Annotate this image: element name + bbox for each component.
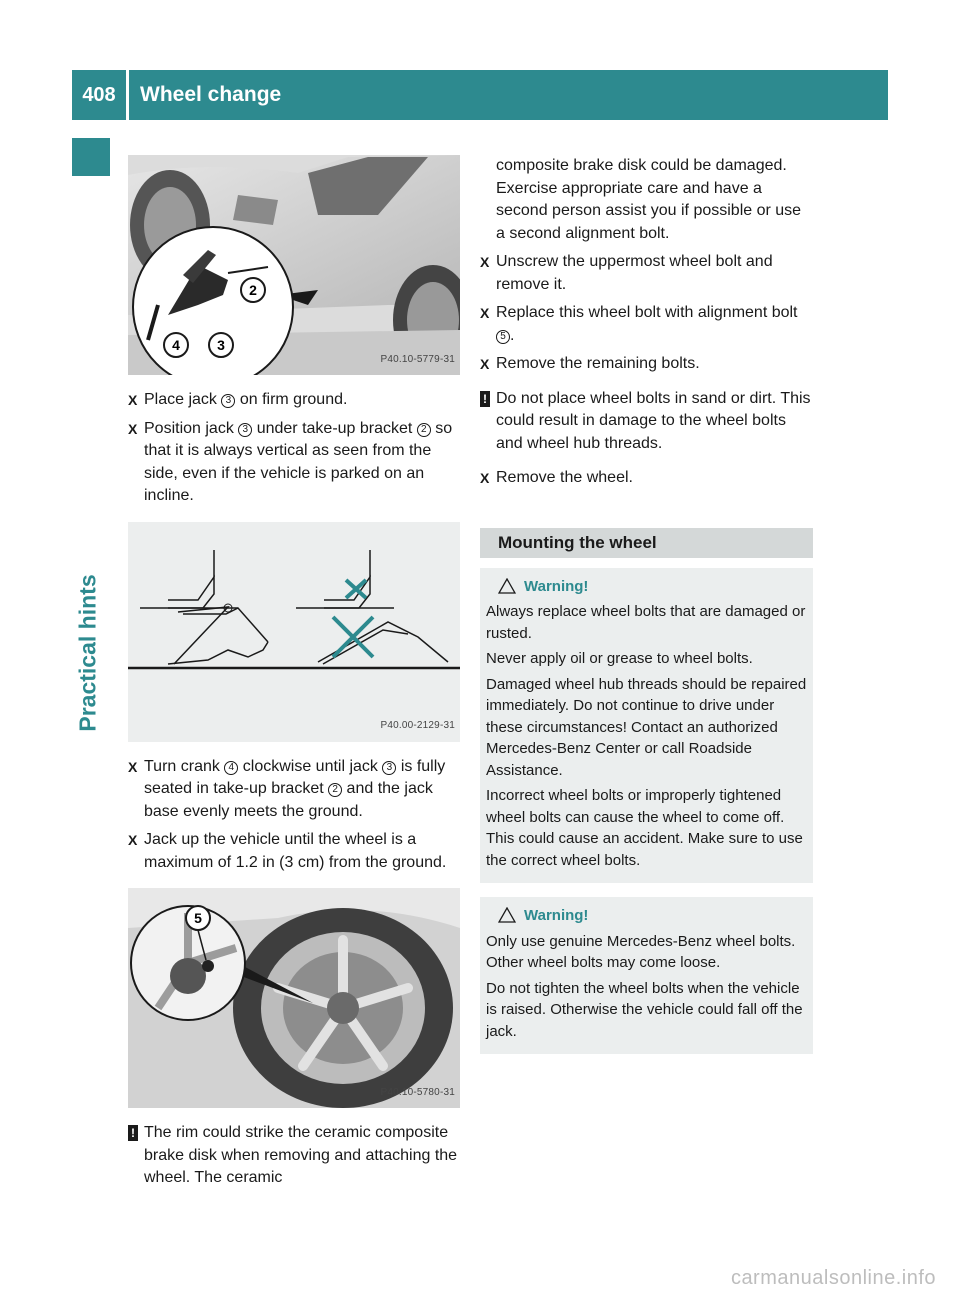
step-remove-wheel: X Remove the wheel. — [480, 467, 813, 490]
warning-text: Never apply oil or grease to wheel bolts. — [486, 650, 753, 667]
step-bullet: X — [480, 470, 490, 486]
warning-text: Do not tighten the wheel bolts when the vehicle is raised. Otherwise the vehicle could fall off the jack. — [486, 979, 803, 1040]
figure-code: P40.10-5779-31 — [380, 353, 455, 365]
step-remove-bolts: X Remove the remaining bolts. — [480, 353, 813, 376]
jack-position-illustration — [128, 155, 460, 375]
section-heading-mounting: Mounting the wheel — [480, 528, 813, 558]
step-bullet: X — [128, 758, 138, 775]
exclamation-icon: ! — [480, 391, 490, 407]
step-unscrew-bolt: X Unscrew the uppermost wheel bolt and remove it. — [480, 253, 773, 293]
callout-5: 5 — [194, 910, 202, 926]
left-column — [128, 155, 460, 1190]
step-replace-bolt: X Replace this wheel bolt with alignment bolt 5 . — [480, 304, 798, 344]
figure-alignment-bolt — [128, 888, 460, 1108]
note-wheel-bolts: ! Do not place wheel bolts in sand or dirt. This could result in damage to the wheel bolts and wheel hub threads. — [480, 388, 813, 456]
figure-code: P40.10-5780-31 — [380, 1086, 455, 1098]
callout-3: 3 — [217, 337, 225, 353]
warning-text: Always replace wheel bolts that are damaged or rusted. — [486, 603, 806, 642]
note-ceramic-disk: ! The rim could strike the ceramic composite brake disk when removing and attaching the wheel. The ceramic — [128, 1122, 460, 1190]
step-turn-crank: X Turn crank 4 clockwise until jack 3 is fully seated in take-up bracket 2 and the jack base evenly meets the ground. — [128, 757, 446, 820]
right-column — [480, 155, 813, 1054]
step-bullet: X — [480, 356, 490, 372]
warning-title: Warning! — [486, 576, 807, 598]
warning-triangle-icon — [498, 907, 516, 923]
jack-alignment-diagram — [128, 522, 460, 742]
step-place-jack: X Place jack 3 on firm ground. — [128, 389, 460, 412]
warning-text: Only use genuine Mercedes-Benz wheel bolts. Other wheel bolts may come loose. — [486, 932, 796, 971]
figure-jack-position — [128, 155, 460, 375]
warning-box-bolts — [480, 568, 813, 884]
warning-box-genuine-bolts — [480, 897, 813, 1054]
figure-code: P40.00-2129-31 — [380, 720, 455, 731]
step-jack-up: X Jack up the vehicle until the wheel is a maximum of 1.2 in (3 cm) from the ground. — [128, 831, 447, 871]
step-bullet: X — [480, 254, 490, 270]
warning-title: Warning! — [486, 905, 807, 927]
step-bullet: X — [480, 305, 490, 321]
alignment-bolt-illustration — [128, 888, 460, 1108]
warning-triangle-icon — [498, 578, 516, 594]
ref-number: 3 — [382, 761, 396, 775]
callout-4: 4 — [172, 337, 180, 353]
chapter-tab-marker — [72, 138, 110, 176]
ref-number: 2 — [417, 423, 431, 437]
chapter-label: Practical hints — [74, 574, 101, 732]
header-divider — [126, 70, 129, 120]
step-bullet: X — [128, 392, 138, 408]
step-position-jack: X Position jack 3 under take-up bracket 2 so that it is always vertical as seen from the side, even if the vehicle is parked on an incline. — [128, 419, 453, 504]
warning-text: Incorrect wheel bolts or improperly tightened wheel bolts can cause the wheel to come off. This could cause an accident. Make sure to use the correct wheel bolts. — [486, 787, 803, 869]
ref-number: 5 — [496, 330, 510, 344]
note-continuation: composite brake disk could be damaged. Exercise appropriate care and have a second person assist you if possible or use a second alignment bolt. — [496, 157, 802, 242]
step-bullet: X — [128, 420, 138, 437]
exclamation-icon: ! — [128, 1125, 138, 1141]
page-number: 408 — [82, 84, 116, 106]
watermark-text: carmanualsonline.info — [730, 1267, 936, 1289]
ref-number: 3 — [221, 394, 235, 408]
step-bullet: X — [128, 832, 138, 848]
ref-number: 2 — [328, 783, 342, 797]
ref-number: 3 — [238, 423, 252, 437]
callout-2: 2 — [249, 282, 257, 298]
page-title: Wheel change — [140, 83, 282, 106]
ref-number: 4 — [224, 761, 238, 775]
figure-jack-alignment — [128, 522, 460, 742]
warning-text: Damaged wheel hub threads should be repaired immediately. Do not continue to drive under these circumstances! Contact an authorized Mercedes-Benz Center or call Roadside Assistance. — [486, 675, 807, 779]
